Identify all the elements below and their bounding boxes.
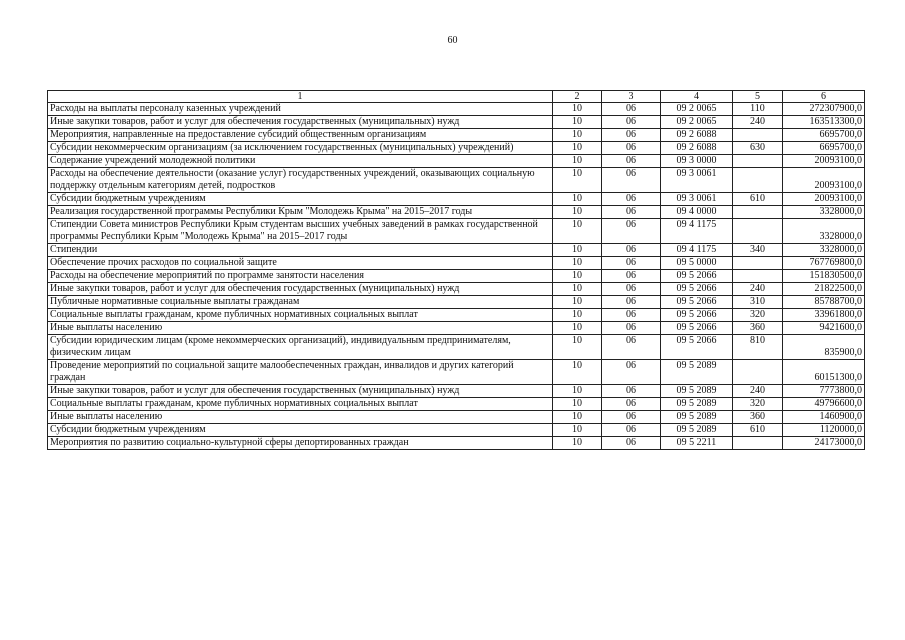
column-header-5: 5 <box>733 91 783 103</box>
row-section-cell: 10 <box>553 411 602 424</box>
row-expense-type-cell: 610 <box>733 424 783 437</box>
row-section-cell: 10 <box>553 219 602 244</box>
row-section-cell: 10 <box>553 385 602 398</box>
row-amount-cell: 835900,0 <box>783 335 865 360</box>
row-target-article-cell: 09 5 2089 <box>661 411 733 424</box>
row-name-cell: Реализация государственной программы Республики Крым "Молодежь Крыма" на 2015–2017 годы <box>48 206 553 219</box>
table-row <box>48 309 865 322</box>
table-row <box>48 257 865 270</box>
row-expense-type-cell <box>733 168 783 193</box>
page-number: 60 <box>447 35 458 46</box>
table-row <box>48 206 865 219</box>
row-target-article-cell: 09 5 2066 <box>661 309 733 322</box>
row-expense-type-cell: 360 <box>733 322 783 335</box>
row-target-article-cell: 09 5 2211 <box>661 437 733 450</box>
row-name-cell: Иные закупки товаров, работ и услуг для обеспечения государственных (муниципальных) нужд <box>48 385 553 398</box>
row-expense-type-cell <box>733 155 783 168</box>
row-section-cell: 10 <box>553 322 602 335</box>
row-target-article-cell: 09 5 2066 <box>661 270 733 283</box>
table-row <box>48 360 865 385</box>
row-expense-type-cell <box>733 257 783 270</box>
row-subsection-cell: 06 <box>602 335 661 360</box>
row-target-article-cell: 09 5 2066 <box>661 335 733 360</box>
row-expense-type-cell <box>733 206 783 219</box>
row-amount-cell: 6695700,0 <box>783 129 865 142</box>
row-name-cell: Расходы на обеспечение мероприятий по программе занятости населения <box>48 270 553 283</box>
row-name-cell: Субсидии некоммерческим организациям (за исключением государственных (муниципальных) учреждений) <box>48 142 553 155</box>
row-section-cell: 10 <box>553 193 602 206</box>
row-amount-cell: 6695700,0 <box>783 142 865 155</box>
table-row <box>48 219 865 244</box>
row-name-cell: Содержание учреждений молодежной политики <box>48 155 553 168</box>
column-header-3: 3 <box>602 91 661 103</box>
column-header-6: 6 <box>783 91 865 103</box>
table-row <box>48 244 865 257</box>
row-amount-cell: 3328000,0 <box>783 219 865 244</box>
table-row <box>48 270 865 283</box>
row-amount-cell: 3328000,0 <box>783 244 865 257</box>
row-name-cell: Субсидии юридическим лицам (кроме некоммерческих организаций), индивидуальным предпринимателям, физическим лицам <box>48 335 553 360</box>
row-target-article-cell: 09 2 6088 <box>661 129 733 142</box>
row-target-article-cell: 09 4 1175 <box>661 244 733 257</box>
row-section-cell: 10 <box>553 398 602 411</box>
row-amount-cell: 33961800,0 <box>783 309 865 322</box>
row-name-cell: Мероприятия, направленные на предоставление субсидий общественным организациям <box>48 129 553 142</box>
row-expense-type-cell <box>733 360 783 385</box>
table-row <box>48 322 865 335</box>
row-subsection-cell: 06 <box>602 116 661 129</box>
row-section-cell: 10 <box>553 257 602 270</box>
row-expense-type-cell: 340 <box>733 244 783 257</box>
row-amount-cell: 20093100,0 <box>783 168 865 193</box>
row-section-cell: 10 <box>553 116 602 129</box>
row-subsection-cell: 06 <box>602 103 661 116</box>
row-expense-type-cell: 240 <box>733 116 783 129</box>
row-section-cell: 10 <box>553 244 602 257</box>
row-expense-type-cell: 360 <box>733 411 783 424</box>
row-amount-cell: 272307900,0 <box>783 103 865 116</box>
row-target-article-cell: 09 2 0065 <box>661 116 733 129</box>
row-target-article-cell: 09 3 0061 <box>661 193 733 206</box>
row-subsection-cell: 06 <box>602 360 661 385</box>
row-name-cell: Субсидии бюджетным учреждениям <box>48 193 553 206</box>
table-row <box>48 335 865 360</box>
table-row <box>48 193 865 206</box>
row-expense-type-cell: 310 <box>733 296 783 309</box>
row-amount-cell: 767769800,0 <box>783 257 865 270</box>
row-section-cell: 10 <box>553 437 602 450</box>
row-name-cell: Социальные выплаты гражданам, кроме публичных нормативных социальных выплат <box>48 309 553 322</box>
table-row <box>48 103 865 116</box>
row-target-article-cell: 09 4 0000 <box>661 206 733 219</box>
row-subsection-cell: 06 <box>602 155 661 168</box>
row-subsection-cell: 06 <box>602 129 661 142</box>
row-amount-cell: 1120000,0 <box>783 424 865 437</box>
row-expense-type-cell: 240 <box>733 385 783 398</box>
column-header-2: 2 <box>553 91 602 103</box>
row-section-cell: 10 <box>553 283 602 296</box>
row-subsection-cell: 06 <box>602 411 661 424</box>
table-row <box>48 437 865 450</box>
column-header-4: 4 <box>661 91 733 103</box>
row-section-cell: 10 <box>553 335 602 360</box>
row-name-cell: Публичные нормативные социальные выплаты гражданам <box>48 296 553 309</box>
budget-table-body <box>48 91 865 450</box>
row-subsection-cell: 06 <box>602 168 661 193</box>
row-target-article-cell: 09 2 6088 <box>661 142 733 155</box>
row-subsection-cell: 06 <box>602 424 661 437</box>
row-subsection-cell: 06 <box>602 385 661 398</box>
row-name-cell: Иные закупки товаров, работ и услуг для обеспечения государственных (муниципальных) нужд <box>48 116 553 129</box>
row-name-cell: Проведение мероприятий по социальной защите малообеспеченных граждан, инвалидов и других категорий граждан <box>48 360 553 385</box>
row-name-cell: Расходы на выплаты персоналу казенных учреждений <box>48 103 553 116</box>
table-row <box>48 296 865 309</box>
row-target-article-cell: 09 5 0000 <box>661 257 733 270</box>
row-expense-type-cell: 810 <box>733 335 783 360</box>
row-name-cell: Субсидии бюджетным учреждениям <box>48 424 553 437</box>
row-expense-type-cell: 320 <box>733 309 783 322</box>
table-row <box>48 411 865 424</box>
row-section-cell: 10 <box>553 142 602 155</box>
row-amount-cell: 21822500,0 <box>783 283 865 296</box>
column-header-1: 1 <box>48 91 553 103</box>
row-name-cell: Обеспечение прочих расходов по социальной защите <box>48 257 553 270</box>
row-amount-cell: 9421600,0 <box>783 322 865 335</box>
table-row <box>48 142 865 155</box>
row-section-cell: 10 <box>553 270 602 283</box>
table-header-row <box>48 91 865 103</box>
row-target-article-cell: 09 5 2066 <box>661 296 733 309</box>
row-expense-type-cell: 630 <box>733 142 783 155</box>
row-amount-cell: 20093100,0 <box>783 193 865 206</box>
row-amount-cell: 163513300,0 <box>783 116 865 129</box>
row-name-cell: Стипендии <box>48 244 553 257</box>
table-row <box>48 155 865 168</box>
row-amount-cell: 60151300,0 <box>783 360 865 385</box>
row-subsection-cell: 06 <box>602 283 661 296</box>
row-section-cell: 10 <box>553 103 602 116</box>
row-expense-type-cell <box>733 219 783 244</box>
row-expense-type-cell: 610 <box>733 193 783 206</box>
row-subsection-cell: 06 <box>602 437 661 450</box>
row-name-cell: Расходы на обеспечение деятельности (оказание услуг) государственных учреждений, оказывающих социальную поддержку отдельным категориям детей, подростков <box>48 168 553 193</box>
row-subsection-cell: 06 <box>602 322 661 335</box>
row-target-article-cell: 09 5 2066 <box>661 322 733 335</box>
row-subsection-cell: 06 <box>602 142 661 155</box>
row-target-article-cell: 09 5 2066 <box>661 283 733 296</box>
row-expense-type-cell <box>733 129 783 142</box>
row-section-cell: 10 <box>553 360 602 385</box>
row-name-cell: Иные закупки товаров, работ и услуг для обеспечения государственных (муниципальных) нужд <box>48 283 553 296</box>
row-expense-type-cell <box>733 437 783 450</box>
row-expense-type-cell <box>733 270 783 283</box>
table-row <box>48 424 865 437</box>
row-subsection-cell: 06 <box>602 257 661 270</box>
row-subsection-cell: 06 <box>602 219 661 244</box>
row-amount-cell: 151830500,0 <box>783 270 865 283</box>
table-row <box>48 129 865 142</box>
table-row <box>48 116 865 129</box>
row-expense-type-cell: 320 <box>733 398 783 411</box>
row-expense-type-cell: 240 <box>733 283 783 296</box>
row-target-article-cell: 09 5 2089 <box>661 424 733 437</box>
row-subsection-cell: 06 <box>602 244 661 257</box>
row-name-cell: Иные выплаты населению <box>48 322 553 335</box>
row-target-article-cell: 09 2 0065 <box>661 103 733 116</box>
row-subsection-cell: 06 <box>602 193 661 206</box>
row-target-article-cell: 09 5 2089 <box>661 385 733 398</box>
row-section-cell: 10 <box>553 155 602 168</box>
row-subsection-cell: 06 <box>602 309 661 322</box>
row-section-cell: 10 <box>553 206 602 219</box>
row-section-cell: 10 <box>553 424 602 437</box>
row-subsection-cell: 06 <box>602 296 661 309</box>
row-section-cell: 10 <box>553 168 602 193</box>
row-target-article-cell: 09 4 1175 <box>661 219 733 244</box>
row-amount-cell: 24173000,0 <box>783 437 865 450</box>
row-section-cell: 10 <box>553 296 602 309</box>
row-amount-cell: 49796600,0 <box>783 398 865 411</box>
table-row <box>48 398 865 411</box>
row-section-cell: 10 <box>553 129 602 142</box>
row-section-cell: 10 <box>553 309 602 322</box>
row-subsection-cell: 06 <box>602 206 661 219</box>
row-target-article-cell: 09 5 2089 <box>661 398 733 411</box>
row-name-cell: Социальные выплаты гражданам, кроме публичных нормативных социальных выплат <box>48 398 553 411</box>
row-name-cell: Мероприятия по развитию социально-культурной сферы депортированных граждан <box>48 437 553 450</box>
row-target-article-cell: 09 5 2089 <box>661 360 733 385</box>
row-amount-cell: 85788700,0 <box>783 296 865 309</box>
row-amount-cell: 1460900,0 <box>783 411 865 424</box>
row-expense-type-cell: 110 <box>733 103 783 116</box>
row-subsection-cell: 06 <box>602 270 661 283</box>
budget-table <box>47 90 865 450</box>
row-amount-cell: 20093100,0 <box>783 155 865 168</box>
row-subsection-cell: 06 <box>602 398 661 411</box>
row-target-article-cell: 09 3 0000 <box>661 155 733 168</box>
row-name-cell: Иные выплаты населению <box>48 411 553 424</box>
table-row <box>48 168 865 193</box>
table-row <box>48 283 865 296</box>
row-target-article-cell: 09 3 0061 <box>661 168 733 193</box>
table-row <box>48 385 865 398</box>
row-amount-cell: 7773800,0 <box>783 385 865 398</box>
row-name-cell: Стипендии Совета министров Республики Крым студентам высших учебных заведений в рамках государственной программы Республики Крым "Молодежь Крыма" на 2015–2017 годы <box>48 219 553 244</box>
row-amount-cell: 3328000,0 <box>783 206 865 219</box>
